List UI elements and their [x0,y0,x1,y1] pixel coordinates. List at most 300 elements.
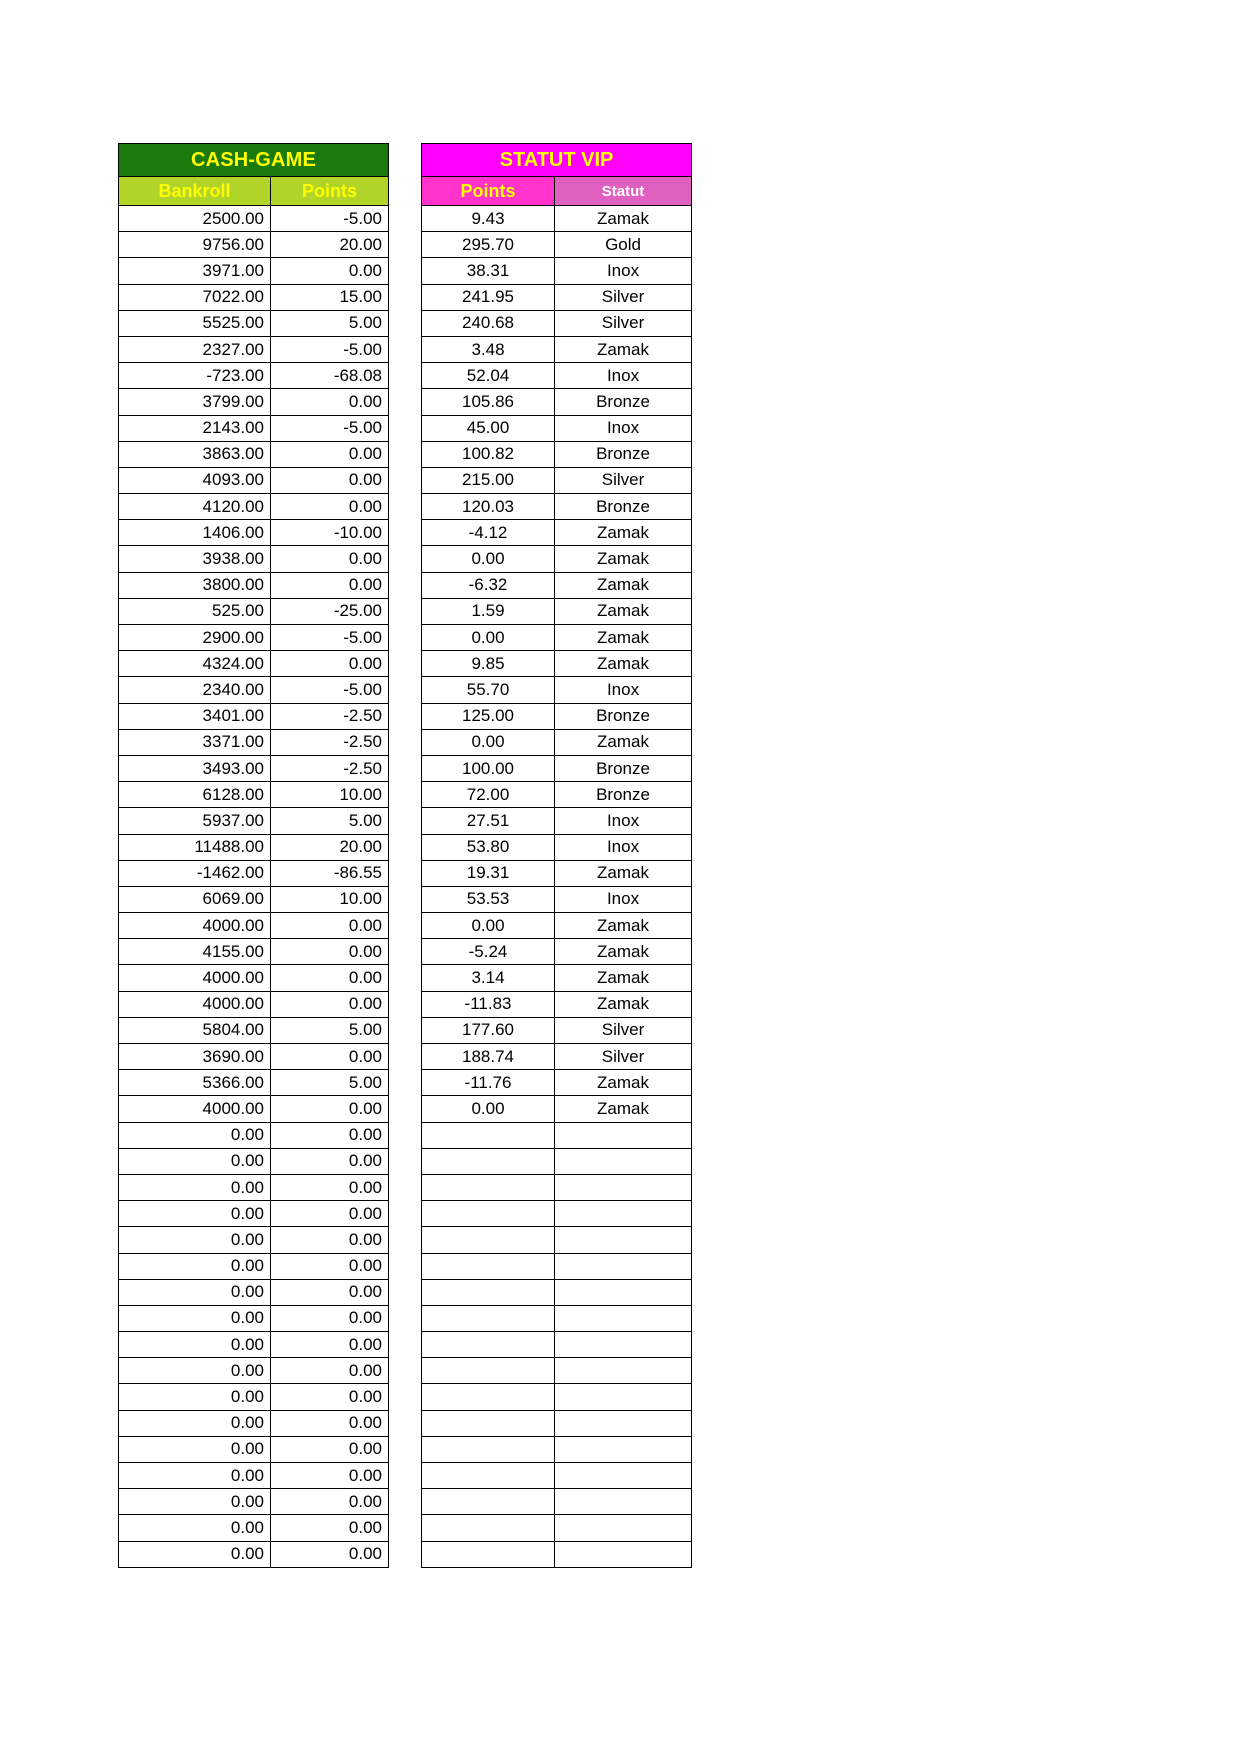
vip-points-cell[interactable] [422,1201,555,1227]
table-row [422,1489,692,1515]
cash-points-cell[interactable]: 0.00 [271,1332,389,1358]
table-row [119,1358,389,1384]
cash-points-cell[interactable]: -2.50 [271,755,389,781]
statut-vip-table [421,143,692,1568]
cash-bankroll-cell[interactable]: 6069.00 [119,886,271,912]
vip-points-cell[interactable] [422,1384,555,1410]
cash-points-cell[interactable]: -25.00 [271,598,389,624]
table-row [422,467,692,493]
table-row [422,1201,692,1227]
cash-bankroll-cell[interactable]: 9756.00 [119,232,271,258]
vip-statut-cell[interactable]: Zamak [555,546,692,572]
cash-points-cell[interactable]: 0.00 [271,939,389,965]
vip-points-cell[interactable] [422,1515,555,1541]
vip-points-cell[interactable]: 295.70 [422,232,555,258]
table-row [422,1515,692,1541]
table-row [422,310,692,336]
cash-points-cell[interactable]: -5.00 [271,677,389,703]
vip-statut-cell[interactable]: Zamak [555,1096,692,1122]
vip-points-cell[interactable]: 0.00 [422,913,555,939]
vip-points-cell[interactable]: 72.00 [422,782,555,808]
cash-points-cell[interactable]: 10.00 [271,782,389,808]
cash-game-table [118,143,389,1568]
table-row [119,1489,389,1515]
cash-bankroll-cell[interactable]: 0.00 [119,1305,271,1331]
vip-points-cell[interactable]: -11.83 [422,991,555,1017]
cash-bankroll-cell[interactable]: 0.00 [119,1436,271,1462]
cash-points-cell[interactable]: 0.00 [271,1384,389,1410]
table-row [119,1044,389,1070]
cash-bankroll-cell[interactable]: 2327.00 [119,336,271,362]
table-row [119,206,389,232]
vip-points-cell[interactable]: 38.31 [422,258,555,284]
spreadsheet-area [118,143,692,1568]
vip-points-cell[interactable] [422,1305,555,1331]
vip-points-cell[interactable] [422,1122,555,1148]
cash-bankroll-cell[interactable]: 3401.00 [119,703,271,729]
cash-points-cell[interactable]: 0.00 [271,1410,389,1436]
table-row [422,913,692,939]
statut-vip-header-points: Points [422,177,555,206]
table-row [422,572,692,598]
cash-points-cell[interactable]: 0.00 [271,1305,389,1331]
vip-points-cell[interactable]: 0.00 [422,729,555,755]
table-row [119,546,389,572]
cash-bankroll-cell[interactable]: 0.00 [119,1279,271,1305]
cash-bankroll-cell[interactable]: 0.00 [119,1463,271,1489]
cash-bankroll-cell[interactable]: 0.00 [119,1253,271,1279]
vip-points-cell[interactable] [422,1489,555,1515]
vip-points-cell[interactable]: 3.14 [422,965,555,991]
vip-statut-cell[interactable]: Silver [555,310,692,336]
cash-game-body [119,144,389,1568]
cash-points-cell[interactable]: 5.00 [271,1017,389,1043]
vip-statut-cell[interactable] [555,1201,692,1227]
table-row [119,755,389,781]
vip-statut-cell[interactable] [555,1489,692,1515]
vip-points-cell[interactable]: 241.95 [422,284,555,310]
vip-statut-cell[interactable]: Bronze [555,755,692,781]
statut-vip-header-row [422,177,692,206]
vip-statut-cell[interactable] [555,1227,692,1253]
cash-points-cell[interactable]: 0.00 [271,1174,389,1200]
vip-statut-cell[interactable]: Silver [555,284,692,310]
vip-points-cell[interactable]: 0.00 [422,1096,555,1122]
cash-points-cell[interactable]: 0.00 [271,965,389,991]
table-row [119,729,389,755]
vip-points-cell[interactable]: 55.70 [422,677,555,703]
cash-points-cell[interactable]: 0.00 [271,1201,389,1227]
cash-bankroll-cell[interactable]: 4000.00 [119,913,271,939]
cash-game-header-bankroll: Bankroll [119,177,271,206]
cash-points-cell[interactable]: -2.50 [271,729,389,755]
statut-vip-title-row [422,144,692,177]
vip-points-cell[interactable]: 9.85 [422,651,555,677]
vip-points-cell[interactable] [422,1148,555,1174]
table-row [119,1436,389,1462]
table-row [119,860,389,886]
cash-bankroll-cell[interactable]: 0.00 [119,1174,271,1200]
vip-points-cell[interactable]: 100.00 [422,755,555,781]
cash-points-cell[interactable]: 0.00 [271,1515,389,1541]
cash-bankroll-cell[interactable]: 3371.00 [119,729,271,755]
vip-points-cell[interactable]: -6.32 [422,572,555,598]
vip-statut-cell[interactable]: Inox [555,886,692,912]
vip-statut-cell[interactable]: Zamak [555,939,692,965]
cash-bankroll-cell[interactable]: 11488.00 [119,834,271,860]
table-row [119,991,389,1017]
vip-statut-cell[interactable]: Bronze [555,494,692,520]
vip-statut-cell[interactable]: Zamak [555,572,692,598]
cash-bankroll-cell[interactable]: 3493.00 [119,755,271,781]
table-row [422,651,692,677]
vip-statut-cell[interactable] [555,1174,692,1200]
cash-bankroll-cell[interactable]: 4120.00 [119,494,271,520]
table-row [119,1227,389,1253]
table-row [119,939,389,965]
vip-statut-cell[interactable]: Gold [555,232,692,258]
cash-points-cell[interactable]: 0.00 [271,1358,389,1384]
table-row [119,1463,389,1489]
table-row [119,415,389,441]
cash-bankroll-cell[interactable]: 2500.00 [119,206,271,232]
cash-bankroll-cell[interactable]: 0.00 [119,1227,271,1253]
table-row [422,1436,692,1462]
vip-statut-cell[interactable] [555,1463,692,1489]
vip-points-cell[interactable]: -5.24 [422,939,555,965]
vip-statut-cell[interactable]: Inox [555,415,692,441]
table-row [119,336,389,362]
cash-points-cell[interactable]: 0.00 [271,1122,389,1148]
vip-statut-cell[interactable]: Zamak [555,520,692,546]
cash-points-cell[interactable]: -5.00 [271,206,389,232]
cash-bankroll-cell[interactable]: 0.00 [119,1332,271,1358]
cash-bankroll-cell[interactable]: 0.00 [119,1541,271,1567]
cash-bankroll-cell[interactable]: 525.00 [119,598,271,624]
vip-points-cell[interactable] [422,1174,555,1200]
table-row [119,1515,389,1541]
table-row [422,1227,692,1253]
cash-points-cell[interactable]: 10.00 [271,886,389,912]
cash-points-cell[interactable]: 0.00 [271,441,389,467]
vip-statut-cell[interactable]: Bronze [555,441,692,467]
cash-bankroll-cell[interactable]: 0.00 [119,1122,271,1148]
cash-points-cell[interactable]: 0.00 [271,1148,389,1174]
table-row [119,1332,389,1358]
table-row [422,336,692,362]
cash-points-cell[interactable]: 0.00 [271,1541,389,1567]
cash-points-cell[interactable]: 0.00 [271,1227,389,1253]
vip-statut-cell[interactable] [555,1253,692,1279]
cash-points-cell[interactable]: 5.00 [271,808,389,834]
cash-bankroll-cell[interactable]: 5525.00 [119,310,271,336]
vip-statut-cell[interactable] [555,1436,692,1462]
table-row [422,834,692,860]
vip-statut-cell[interactable] [555,1332,692,1358]
vip-statut-cell[interactable]: Inox [555,834,692,860]
cash-points-cell[interactable]: 0.00 [271,991,389,1017]
cash-bankroll-cell[interactable]: 4000.00 [119,965,271,991]
table-row [422,598,692,624]
cash-game-title-row [119,144,389,177]
cash-points-cell[interactable]: 0.00 [271,651,389,677]
vip-statut-cell[interactable] [555,1305,692,1331]
table-row [119,1148,389,1174]
table-row [422,232,692,258]
cash-bankroll-cell[interactable]: 5937.00 [119,808,271,834]
vip-points-cell[interactable]: 215.00 [422,467,555,493]
table-row [422,363,692,389]
table-row [422,755,692,781]
vip-statut-cell[interactable]: Inox [555,677,692,703]
table-row [422,441,692,467]
table-row [422,415,692,441]
cash-points-cell[interactable]: 5.00 [271,310,389,336]
cash-points-cell[interactable]: -10.00 [271,520,389,546]
vip-points-cell[interactable]: 27.51 [422,808,555,834]
vip-statut-cell[interactable]: Bronze [555,782,692,808]
cash-points-cell[interactable]: -2.50 [271,703,389,729]
cash-points-cell[interactable]: 5.00 [271,1070,389,1096]
table-row [119,389,389,415]
vip-points-cell[interactable] [422,1541,555,1567]
table-row [422,965,692,991]
table-row [422,1541,692,1567]
vip-statut-cell[interactable]: Zamak [555,729,692,755]
vip-statut-cell[interactable]: Bronze [555,389,692,415]
cash-points-cell[interactable]: 0.00 [271,546,389,572]
vip-statut-cell[interactable]: Zamak [555,860,692,886]
table-row [422,1174,692,1200]
table-row [422,1279,692,1305]
cash-points-cell[interactable]: 0.00 [271,1279,389,1305]
cash-points-cell[interactable]: 0.00 [271,1253,389,1279]
cash-bankroll-cell[interactable]: 0.00 [119,1515,271,1541]
cash-bankroll-cell[interactable]: 4155.00 [119,939,271,965]
vip-points-cell[interactable]: 19.31 [422,860,555,886]
cash-bankroll-cell[interactable]: 0.00 [119,1148,271,1174]
vip-points-cell[interactable]: -11.76 [422,1070,555,1096]
table-row [119,1017,389,1043]
table-row [422,1070,692,1096]
cash-bankroll-cell[interactable]: 0.00 [119,1358,271,1384]
cash-bankroll-cell[interactable]: 1406.00 [119,520,271,546]
vip-points-cell[interactable]: 100.82 [422,441,555,467]
vip-statut-cell[interactable] [555,1122,692,1148]
vip-statut-cell[interactable]: Silver [555,467,692,493]
cash-bankroll-cell[interactable]: 5804.00 [119,1017,271,1043]
table-row [119,1541,389,1567]
cash-bankroll-cell[interactable]: 0.00 [119,1489,271,1515]
cash-bankroll-cell[interactable]: 3938.00 [119,546,271,572]
vip-statut-cell[interactable]: Zamak [555,913,692,939]
vip-statut-cell[interactable]: Zamak [555,1070,692,1096]
vip-statut-cell[interactable]: Inox [555,363,692,389]
vip-statut-cell[interactable] [555,1410,692,1436]
cash-bankroll-cell[interactable]: 4093.00 [119,467,271,493]
cash-bankroll-cell[interactable]: 4000.00 [119,1096,271,1122]
cash-bankroll-cell[interactable]: 0.00 [119,1384,271,1410]
table-row [119,1201,389,1227]
statut-vip-header-statut: Statut [555,177,692,206]
cash-bankroll-cell[interactable]: 2143.00 [119,415,271,441]
cash-points-cell[interactable]: 0.00 [271,389,389,415]
vip-points-cell[interactable] [422,1410,555,1436]
vip-statut-cell[interactable]: Zamak [555,336,692,362]
cash-game-header-row [119,177,389,206]
vip-points-cell[interactable] [422,1279,555,1305]
vip-points-cell[interactable]: 45.00 [422,415,555,441]
table-row [422,1410,692,1436]
table-row [119,965,389,991]
cash-bankroll-cell[interactable]: 2340.00 [119,677,271,703]
vip-statut-cell[interactable]: Bronze [555,703,692,729]
cash-points-cell[interactable]: -5.00 [271,415,389,441]
table-row [422,782,692,808]
cash-points-cell[interactable]: 0.00 [271,258,389,284]
cash-points-cell[interactable]: 0.00 [271,1044,389,1070]
vip-statut-cell[interactable]: Zamak [555,625,692,651]
table-row [422,389,692,415]
table-row [119,808,389,834]
table-row [119,625,389,651]
table-row [422,1253,692,1279]
table-row [422,677,692,703]
vip-statut-cell[interactable] [555,1541,692,1567]
table-row [119,834,389,860]
cash-points-cell[interactable]: -68.08 [271,363,389,389]
table-row [422,1148,692,1174]
vip-points-cell[interactable] [422,1253,555,1279]
vip-statut-cell[interactable] [555,1358,692,1384]
table-row [119,782,389,808]
cash-bankroll-cell[interactable]: 4000.00 [119,991,271,1017]
vip-statut-cell[interactable]: Zamak [555,598,692,624]
cash-bankroll-cell[interactable]: 2900.00 [119,625,271,651]
vip-statut-cell[interactable]: Silver [555,1017,692,1043]
cash-points-cell[interactable]: 0.00 [271,1096,389,1122]
cash-bankroll-cell[interactable]: 0.00 [119,1410,271,1436]
table-row [422,729,692,755]
vip-points-cell[interactable]: 120.03 [422,494,555,520]
vip-statut-cell[interactable]: Inox [555,808,692,834]
vip-points-cell[interactable]: 3.48 [422,336,555,362]
table-row [422,1122,692,1148]
cash-points-cell[interactable]: -5.00 [271,336,389,362]
vip-points-cell[interactable] [422,1227,555,1253]
vip-points-cell[interactable]: 177.60 [422,1017,555,1043]
table-row [422,258,692,284]
vip-points-cell[interactable]: 0.00 [422,546,555,572]
table-row [119,520,389,546]
vip-statut-cell[interactable]: Zamak [555,991,692,1017]
cash-bankroll-cell[interactable]: 6128.00 [119,782,271,808]
cash-points-cell[interactable]: 0.00 [271,467,389,493]
vip-points-cell[interactable]: 188.74 [422,1044,555,1070]
vip-points-cell[interactable]: 105.86 [422,389,555,415]
cash-points-cell[interactable]: 0.00 [271,494,389,520]
table-row [422,1305,692,1331]
vip-statut-cell[interactable]: Zamak [555,651,692,677]
table-row [422,808,692,834]
cash-points-cell[interactable]: 0.00 [271,1463,389,1489]
table-row [422,1044,692,1070]
table-row [119,913,389,939]
cash-points-cell[interactable]: 15.00 [271,284,389,310]
vip-points-cell[interactable]: 240.68 [422,310,555,336]
table-row [422,703,692,729]
table-row [119,1122,389,1148]
vip-statut-cell[interactable]: Zamak [555,206,692,232]
vip-points-cell[interactable] [422,1332,555,1358]
cash-points-cell[interactable]: 0.00 [271,1436,389,1462]
vip-points-cell[interactable]: 52.04 [422,363,555,389]
table-row [422,625,692,651]
table-row [119,467,389,493]
table-row [422,860,692,886]
vip-statut-cell[interactable] [555,1515,692,1541]
cash-points-cell[interactable]: -5.00 [271,625,389,651]
vip-points-cell[interactable] [422,1463,555,1489]
table-row [422,1332,692,1358]
table-row [119,1253,389,1279]
vip-statut-cell[interactable] [555,1148,692,1174]
cash-points-cell[interactable]: 20.00 [271,834,389,860]
cash-bankroll-cell[interactable]: 3971.00 [119,258,271,284]
vip-points-cell[interactable]: 9.43 [422,206,555,232]
vip-points-cell[interactable] [422,1358,555,1384]
vip-statut-cell[interactable]: Inox [555,258,692,284]
cash-bankroll-cell[interactable]: 3800.00 [119,572,271,598]
vip-statut-cell[interactable] [555,1384,692,1410]
cash-points-cell[interactable]: 0.00 [271,1489,389,1515]
vip-points-cell[interactable]: 0.00 [422,625,555,651]
cash-points-cell[interactable]: 0.00 [271,572,389,598]
cash-points-cell[interactable]: 20.00 [271,232,389,258]
cash-bankroll-cell[interactable]: 4324.00 [119,651,271,677]
table-row [119,1174,389,1200]
vip-points-cell[interactable]: 125.00 [422,703,555,729]
table-row [119,1410,389,1436]
cash-bankroll-cell[interactable]: 3799.00 [119,389,271,415]
cash-bankroll-cell[interactable]: 5366.00 [119,1070,271,1096]
cash-bankroll-cell[interactable]: -1462.00 [119,860,271,886]
table-row [119,1096,389,1122]
vip-points-cell[interactable] [422,1436,555,1462]
cash-bankroll-cell[interactable]: 3690.00 [119,1044,271,1070]
cash-bankroll-cell[interactable]: -723.00 [119,363,271,389]
vip-points-cell[interactable]: 1.59 [422,598,555,624]
vip-points-cell[interactable]: -4.12 [422,520,555,546]
table-row [422,1358,692,1384]
table-row [422,1463,692,1489]
vip-statut-cell[interactable] [555,1279,692,1305]
cash-points-cell[interactable]: -86.55 [271,860,389,886]
vip-points-cell[interactable]: 53.80 [422,834,555,860]
vip-statut-cell[interactable]: Silver [555,1044,692,1070]
table-row [119,258,389,284]
vip-statut-cell[interactable]: Zamak [555,965,692,991]
table-row [119,1384,389,1410]
cash-game-header-points: Points [271,177,389,206]
table-row [119,703,389,729]
vip-points-cell[interactable]: 53.53 [422,886,555,912]
table-row [119,598,389,624]
cash-bankroll-cell[interactable]: 7022.00 [119,284,271,310]
cash-points-cell[interactable]: 0.00 [271,913,389,939]
cash-bankroll-cell[interactable]: 0.00 [119,1201,271,1227]
cash-bankroll-cell[interactable]: 3863.00 [119,441,271,467]
